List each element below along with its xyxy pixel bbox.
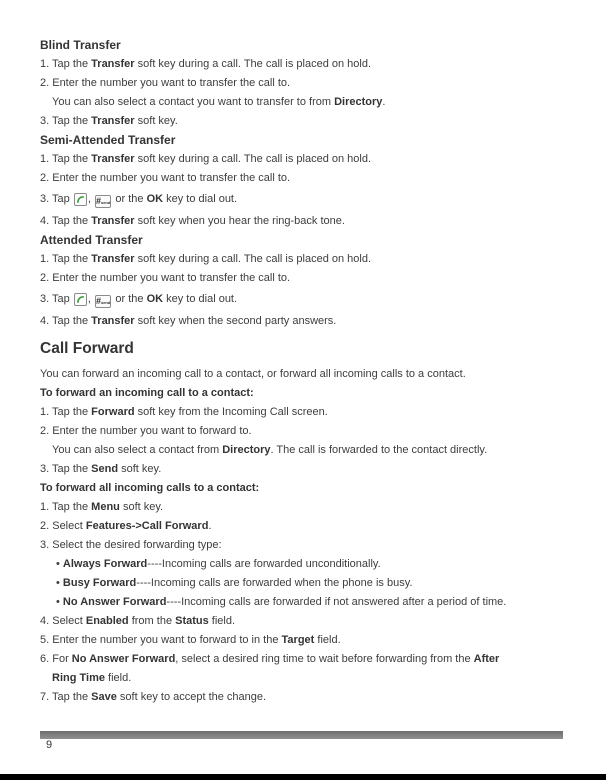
doc-line: • Busy Forward----Incoming calls are forwarded when the phone is busy. (56, 577, 413, 589)
window-bottom-edge (0, 774, 606, 780)
doc-line: 3. Tap the Transfer soft key. (40, 115, 178, 127)
doc-line: 5. Enter the number you want to forward to in the Target field. (40, 634, 341, 646)
page-number: 9 (46, 739, 53, 751)
doc-line: You can also select a contact you want to transfer to from Directory. (52, 96, 386, 108)
doc-line: You can forward an incoming call to a contact, or forward all incoming calls to a contact. (40, 368, 466, 380)
doc-line: 3. Tap , $^{\#send}$ or the OK key to dial out. (40, 193, 238, 206)
doc-line: To forward all incoming calls to a contact: (40, 482, 260, 494)
doc-line: 4. Tap the Transfer soft key when the second party answers. (40, 315, 337, 327)
doc-line: 2. Select Features->Call Forward. (40, 520, 212, 532)
doc-line: 1. Tap the Transfer soft key during a call. The call is placed on hold. (40, 253, 372, 265)
doc-line: 1. Tap the Transfer soft key during a call. The call is placed on hold. (40, 58, 372, 70)
doc-line: 3. Tap the Send soft key. (40, 463, 162, 475)
document-body (40, 36, 582, 707)
doc-line: To forward an incoming call to a contact: (40, 387, 254, 399)
doc-line: Ring Time field. (52, 672, 132, 684)
pound-send-key-icon: #send (95, 296, 111, 306)
doc-line: You can also select a contact from Directory. The call is forwarded to the contact directly. (52, 444, 488, 456)
heading-blind-transfer: Blind Transfer (40, 38, 121, 52)
heading-call-forward: Call Forward (40, 340, 134, 357)
phone-handset-key-icon (74, 293, 87, 306)
doc-line: 1. Tap the Menu soft key. (40, 501, 164, 513)
doc-line: 3. Select the desired forwarding type: (40, 539, 222, 551)
heading-semi-attended-transfer: Semi-Attended Transfer (40, 133, 176, 147)
doc-line: • Always Forward----Incoming calls are forwarded unconditionally. (56, 558, 381, 570)
pound-send-key-icon: #send (95, 196, 111, 206)
doc-line: 7. Tap the Save soft key to accept the change. (40, 691, 267, 703)
doc-line: 2. Enter the number you want to forward to. (40, 425, 252, 437)
doc-line: 3. Tap , $^{\#send}$ or the OK key to dial out. (40, 293, 238, 306)
doc-line: 4. Tap the Transfer soft key when you hear the ring-back tone. (40, 215, 345, 227)
doc-line: 1. Tap the Transfer soft key during a call. The call is placed on hold. (40, 153, 372, 165)
heading-attended-transfer: Attended Transfer (40, 233, 143, 247)
doc-line: 2. Enter the number you want to transfer the call to. (40, 272, 291, 284)
phone-handset-key-icon (74, 193, 87, 206)
doc-line: 2. Enter the number you want to transfer the call to. (40, 172, 291, 184)
doc-line: 6. For No Answer Forward, select a desired ring time to wait before forwarding from the After (40, 653, 500, 665)
doc-line: • No Answer Forward----Incoming calls are forwarded if not answered after a period of time. (56, 596, 507, 608)
footer-divider-bar (40, 731, 563, 739)
doc-line: 2. Enter the number you want to transfer the call to. (40, 77, 291, 89)
doc-line: 1. Tap the Forward soft key from the Incoming Call screen. (40, 406, 328, 418)
doc-line: 4. Select Enabled from the Status field. (40, 615, 236, 627)
